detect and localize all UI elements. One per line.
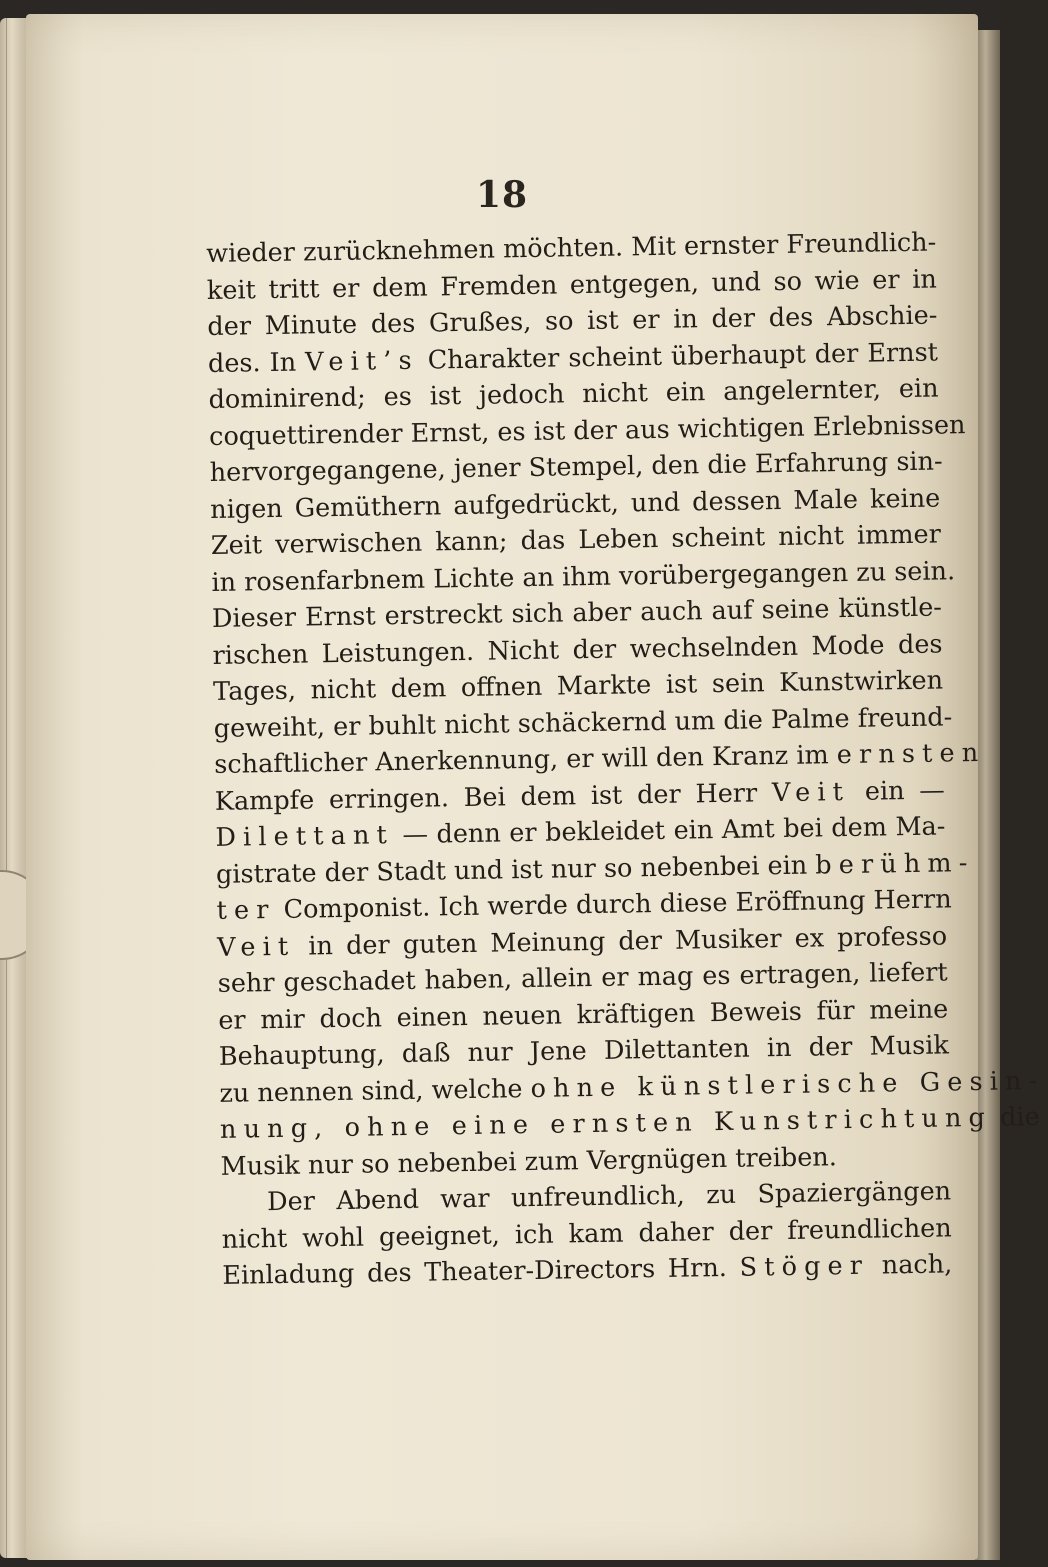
text-run: rischen Leistungen. Nicht der wechselnden Mode des (212, 628, 943, 671)
text-run: Componist. Ich werde durch diese Eröffnung Herrn (275, 884, 952, 925)
spaced-emphasis: berühm- (815, 847, 975, 881)
text-run: des. In (207, 346, 306, 379)
text-run: die (991, 1102, 1040, 1133)
spaced-emphasis: Veit’s (304, 345, 419, 377)
text-run: geweiht, er buhlt nicht schäckernd um die Palme freund- (213, 701, 953, 744)
text-run: keit tritt er dem Fremden entgegen, und so wie er in (206, 264, 938, 306)
text-run: nicht wohl geeignet, ich kam daher der freundlichen (221, 1212, 952, 1255)
spaced-emphasis: ernsten (836, 737, 986, 771)
body-text (206, 225, 1045, 1295)
text-run: in der guten Meinung der Musiker ex professo (295, 920, 948, 962)
page-number: 18 (475, 174, 529, 216)
text-run: ein — (849, 774, 946, 807)
spaced-emphasis: Stöger (739, 1250, 870, 1283)
text-run: Kampfe erringen. Bei dem ist der Herr (214, 777, 773, 817)
text-run: Dieser Ernst erstreckt sich aber auch auf seine künstle- (211, 592, 943, 634)
right-page-edge (976, 30, 1000, 1560)
text-run: Einladung des Theater-Directors Hrn. (222, 1252, 740, 1291)
spaced-emphasis: Veit (216, 931, 296, 963)
text-run: nach, (868, 1249, 953, 1281)
text-run: Der Abend war unfreundlich, zu Spaziergängen (266, 1176, 952, 1218)
text-run: der Minute des Grußes, so ist er in der des Abschie- (207, 300, 938, 342)
text-run: zu nennen sind, welche (219, 1073, 531, 1109)
text-run: coquettirender Ernst, es ist der aus wichtigen Erlebnissen (208, 409, 966, 452)
text-run: in rosenfarbnem Lichte an ihm vorübergegangen zu sein. (211, 555, 956, 598)
text-run: Zeit verwischen kann; das Leben scheint nicht immer (210, 519, 942, 561)
text-run: er mir doch einen neuen kräftigen Beweis für meine (218, 993, 949, 1036)
text-run: Tages, nicht dem offnen Markte ist sein Kunstwirken (212, 665, 944, 707)
text-run: schaftlicher Anerkennung, er will den Kranz im (214, 740, 838, 780)
text-run: Charakter scheint überhaupt der Ernst (418, 337, 939, 376)
text-run: nigen Gemüthern aufgedrückt, und dessen Male keine (210, 483, 941, 525)
text-run: — denn er bekleidet ein Amt bei dem Ma- (393, 811, 946, 851)
text-run: sehr geschadet haben, allein er mag es ertragen, liefert (217, 957, 948, 999)
text-run: wieder zurücknehmen möchten. Mit ernster Freundlich- (206, 227, 937, 269)
text-run: Musik nur so nebenbei zum Vergnügen treiben. (220, 1141, 838, 1182)
spaced-emphasis: Veit (771, 776, 851, 808)
book-page (26, 14, 1045, 1560)
spaced-emphasis: Dilettant (215, 820, 395, 853)
text-run: hervorgegangene, jener Stempel, den die Erfahrung sin- (209, 446, 943, 488)
spaced-emphasis: ohne künstlerische Gesin- (530, 1065, 1045, 1104)
text-run: dominirend; es ist jedoch nicht ein angelernter, ein (208, 373, 939, 415)
text-run: Behauptung, daß nur Jene Dilettanten in der Musik (218, 1030, 950, 1072)
spaced-emphasis: nung, ohne eine ernsten Kunstrichtung (219, 1102, 993, 1145)
spaced-emphasis: ter (216, 894, 276, 926)
text-run: gistrate der Stadt und ist nur so nebenbei ein (215, 850, 816, 890)
